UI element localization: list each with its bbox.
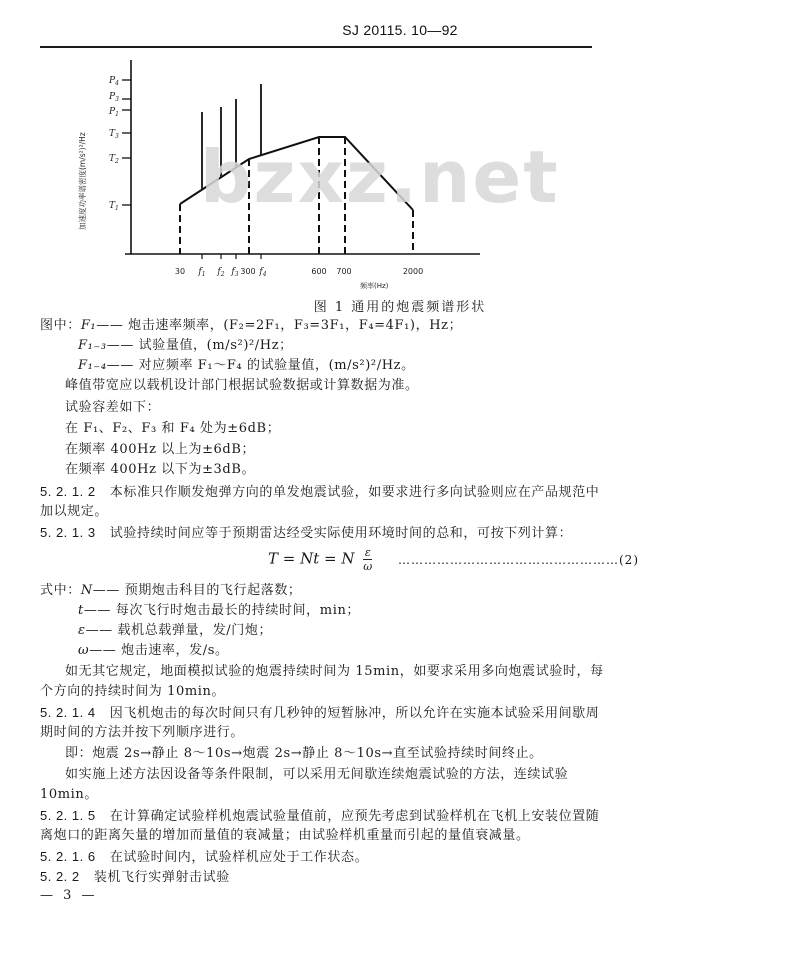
variable-symbol: N (80, 583, 93, 598)
section-number: 5. 2. 1. 3 (40, 525, 96, 540)
section-number: 5. 2. 1. 5 (40, 808, 96, 823)
tolerance-item: 在频率 400Hz 以下为±3dB。 (65, 462, 256, 477)
svg-text:700: 700 (336, 267, 352, 276)
section-number: 5. 2. 1. 4 (40, 705, 96, 720)
notes-line-3 (78, 356, 415, 376)
note-symbol: F₁ (80, 318, 97, 333)
note-text: —— 试验量值，(m/s²)²/Hz； (106, 338, 293, 353)
default-duration-para-cont: 个方向的持续时间为 10min。 (40, 684, 226, 699)
variable-text: —— 每次飞行时炮击最长的持续时间，min； (83, 603, 361, 618)
doc-number: SJ 20115. 10—92 (342, 22, 458, 38)
variable-symbol: ε (78, 623, 86, 638)
section-text: 装机飞行实弹射击试验 (93, 870, 230, 885)
section-5-2-2 (40, 867, 230, 888)
where-line-3 (78, 621, 272, 641)
continuous-alternative-cont: 10min。 (40, 787, 98, 802)
note-symbol: F₁₋₄ (78, 358, 107, 373)
section-number: 5. 2. 1. 2 (40, 484, 96, 499)
x-axis-label: 频率(Hz) (360, 282, 389, 290)
variable-text: —— 预期炮击科目的飞行起落数； (92, 583, 302, 598)
document-header (0, 22, 800, 38)
svg-text:300: 300 (240, 267, 256, 276)
tolerance-item: 在 F₁、F₂、F₃ 和 F₄ 处为±6dB； (65, 421, 281, 436)
section-text: 因飞机炮击的每次时间只有几秒钟的短暂脉冲，所以允许在实施本试验采用间歇周 (109, 706, 600, 721)
where-line-4 (78, 641, 229, 661)
section-text: 本标准只作顺发炮弹方向的单发炮震试验，如要求进行多向试验则应在产品规范中 (109, 485, 600, 500)
formula-ref: ……………………………………………(2) (398, 553, 639, 567)
svg-text:f1: $f_1$ (198, 267, 206, 278)
tolerance-item: 在频率 400Hz 以上为±6dB； (65, 442, 256, 457)
variable-symbol: ω (78, 643, 90, 658)
section-5-2-1-2 (40, 482, 599, 503)
svg-text:P3: $P_3$ (109, 92, 119, 103)
variable-symbol: t (78, 603, 84, 618)
section-number: 5. 2. 2 (40, 869, 80, 884)
svg-text:P4: $P_4$ (109, 76, 119, 87)
watermark: bzxz.net (200, 135, 560, 219)
section-5-2-1-2-cont: 加以规定。 (40, 504, 109, 519)
section-5-2-1-3 (40, 523, 572, 544)
svg-text:T3: $T_3$ (109, 129, 119, 140)
page-number: — 3 — (40, 888, 98, 903)
svg-text:f4: $f_4$ (259, 267, 267, 278)
section-text: 试验持续时间应等于预期雷达经受实际使用环境时间的总和，可按下列计算： (109, 526, 573, 541)
section-5-2-1-6 (40, 847, 368, 868)
formula-fraction (363, 546, 372, 573)
section-5-2-1-5-cont: 离炮口的距离矢量的增加而量值的衰减量；由试验样机重量而引起的量值衰减量。 (40, 828, 530, 843)
svg-text:f3: $f_3$ (231, 267, 239, 278)
where-line-2 (78, 601, 360, 621)
notes-line-1 (40, 316, 462, 336)
formula-expression: T = Nt = N (268, 549, 355, 568)
header-rule (40, 46, 592, 48)
svg-text:2000: 2000 (402, 267, 424, 276)
y-axis-label: 加速度功率谱密度(m/s²)²/Hz (78, 132, 87, 230)
notes-line-2 (78, 336, 293, 356)
variable-text: —— 载机总载弹量，发/门炮； (85, 623, 273, 638)
test-sequence: 即：炮震 2s→静止 8～10s→炮震 2s→静止 8～10s→直至试验持续时间终止。 (65, 746, 543, 761)
fraction-denominator: ω (363, 560, 373, 573)
section-text: 在试验时间内，试验样机应处于工作状态。 (109, 850, 369, 865)
svg-text:30: 30 (174, 267, 186, 276)
section-5-2-1-5 (40, 806, 599, 827)
spectrum-figure (55, 60, 560, 320)
section-5-2-1-4 (40, 703, 599, 724)
tolerance-title: 试验容差如下： (65, 400, 161, 415)
svg-text:600: 600 (311, 267, 327, 276)
svg-text:P1: $P_1$ (109, 107, 119, 118)
bandwidth-note: 峰值带宽应以载机设计部门根据试验数据或计算数据为准。 (65, 378, 419, 393)
where-line-1 (40, 581, 302, 601)
section-number: 5. 2. 1. 6 (40, 849, 96, 864)
section-5-2-1-4-cont: 期时间的方法并按下列顺序进行。 (40, 725, 245, 740)
section-text: 在计算确定试验样机炮震试验量值前，应预先考虑到试验样机在飞机上安装位置随 (109, 809, 600, 824)
notes-intro: 图中： (40, 318, 81, 333)
where-intro: 式中： (40, 583, 81, 598)
formula-2 (268, 546, 372, 573)
note-text: —— 炮击速率频率，(F₂=2F₁，F₃=3F₁，F₄=4F₁)，Hz； (96, 318, 463, 333)
variable-text: —— 炮击速率，发/s。 (89, 643, 229, 658)
svg-text:T2: $T_2$ (109, 154, 119, 165)
svg-text:f2: $f_2$ (217, 267, 225, 278)
continuous-alternative: 如实施上述方法因设备等条件限制，可以采用无间歇连续炮震试验的方法，连续试验 (65, 767, 569, 782)
svg-text:T1: $T_1$ (109, 201, 119, 212)
figure-caption: 图 1 通用的炮震频谱形状 (313, 300, 487, 315)
note-symbol: F₁₋₃ (78, 338, 107, 353)
fraction-numerator: ε (364, 546, 371, 559)
default-duration-para: 如无其它规定，地面模拟试验的炮震持续时间为 15min，如要求采用多向炮震试验时，每 (65, 664, 604, 679)
note-text: —— 对应频率 F₁～F₄ 的试验量值，(m/s²)²/Hz。 (106, 358, 415, 373)
